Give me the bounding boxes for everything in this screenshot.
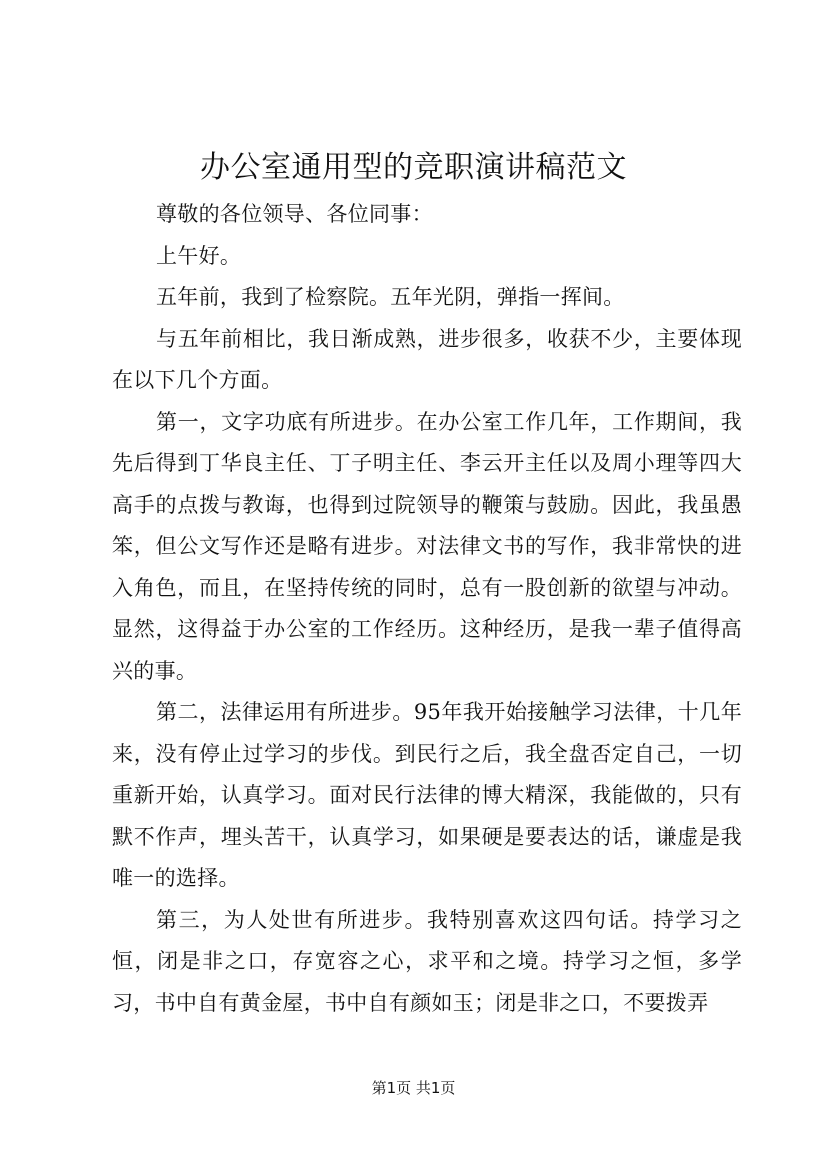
paragraph-intro: 五年前，我到了检察院。五年光阴，弹指一挥间。 — [156, 285, 625, 309]
paragraph-salutation: 尊敬的各位领导、各位同事： — [156, 202, 433, 226]
paragraph-summary: 与五年前相比，我日渐成熟，进步很多，收获不少，主要体现在以下几个方面。 — [112, 326, 742, 392]
paragraph-point-3: 第三，为人处世有所进步。我特别喜欢这四句话。持学习之恒，闭是非之口，存宽容之心，求平和之境。持学习之恒，多学习，书中自有黄金屋，书中自有颜如玉；闭是非之口，不要拨弄 — [112, 907, 742, 1015]
page-footer: 第1页 共1页 — [371, 1079, 456, 1097]
paragraph-point-2: 第二，法律运用有所进步。95年我开始接触学习法律，十几年来，没有停止过学习的步伐。到民行之后，我全盘否定自己，一切重新开始，认真学习。面对民行法律的博大精深，我能做的，只有默不作声，埋头苦干，认真学习，如果硬是要表达的话，谦虚是我唯一的选择。 — [112, 700, 742, 890]
paragraph-point-1: 第一，文字功底有所进步。在办公室工作几年，工作期间，我先后得到丁华良主任、丁子明主任、李云开主任以及周小理等四大高手的点拨与教诲，也得到过院领导的鞭策与鼓励。因此，我虽愚笨，但公文写作还是略有进步。对法律文书的写作，我非常快的进入角色，而且，在坚持传统的同时，总有一股创新的欲望与冲动。显然，这得益于办公室的工作经历。这种经历，是我一辈子值得高兴的事。 — [112, 409, 742, 683]
document-body — [112, 194, 742, 1024]
paragraph-greeting: 上午好。 — [156, 243, 242, 268]
document-title: 办公室通用型的竞职演讲稿范文 — [200, 150, 627, 185]
